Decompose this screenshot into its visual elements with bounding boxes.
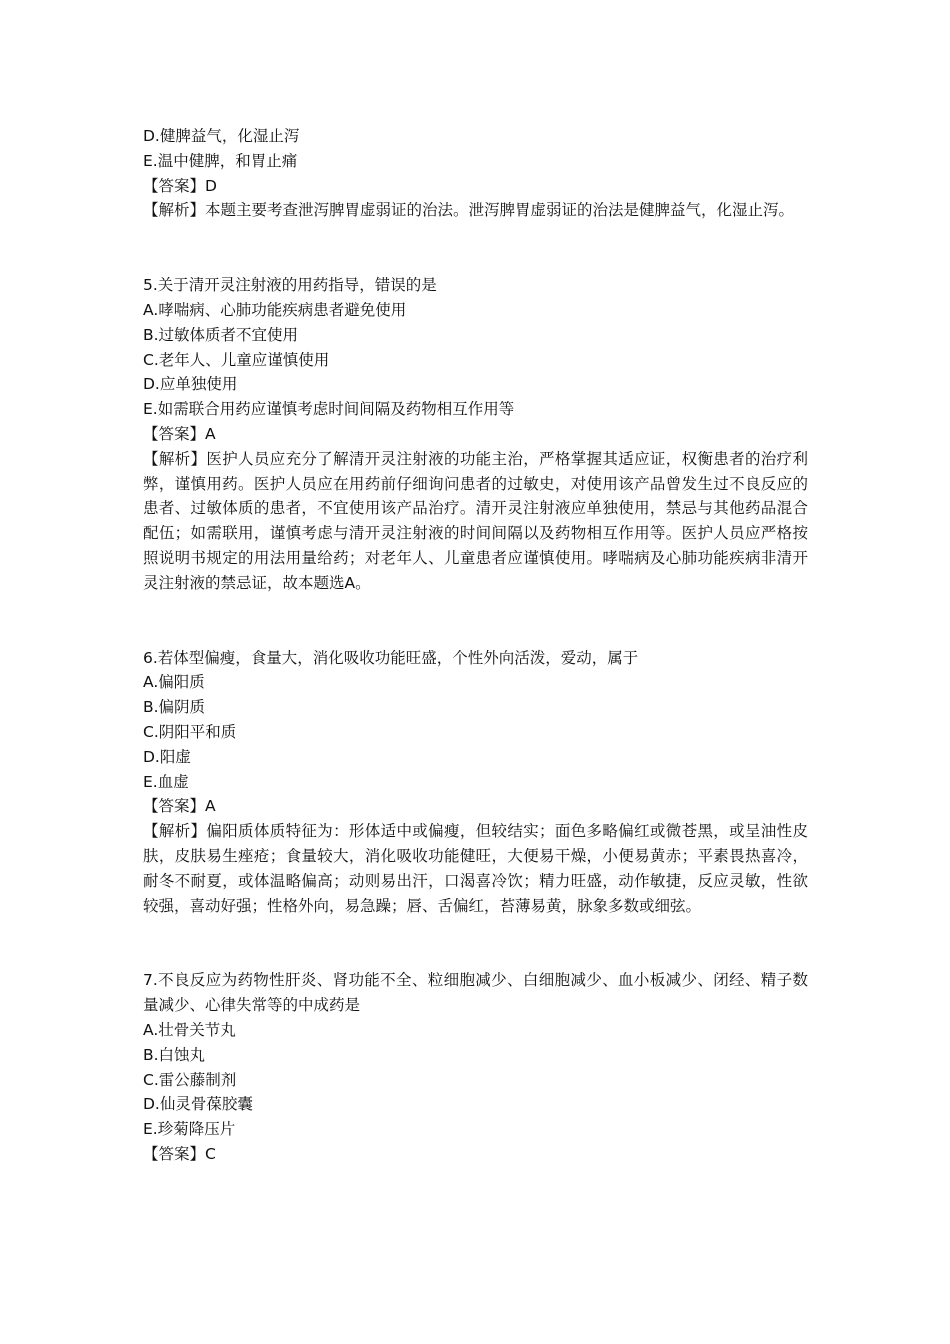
question-5 — [143, 273, 808, 595]
option-d: D.仙灵骨葆胶囊 — [143, 1095, 253, 1114]
option-b: B.偏阴质 — [143, 698, 206, 717]
option-d: D.阳虚 — [143, 747, 191, 766]
question-6 — [143, 646, 808, 919]
question-7 — [143, 968, 808, 1166]
answer: 【答案】A — [143, 424, 216, 443]
option-a: A.哮喘病、心肺功能疾病患者避免使用 — [143, 300, 407, 319]
option-e: E.珍菊降压片 — [143, 1120, 236, 1139]
question-stem: 5.关于清开灵注射液的用药指导，错误的是 — [143, 276, 437, 295]
option-c: C.雷公藤制剂 — [143, 1070, 237, 1089]
answer: 【答案】A — [143, 797, 216, 816]
option-c: C.老年人、儿童应谨慎使用 — [143, 350, 330, 369]
option-b: B.过敏体质者不宜使用 — [143, 325, 299, 344]
option-a: A.偏阳质 — [143, 673, 205, 692]
analysis: 【解析】本题主要考查泄泻脾胃虚弱证的治法。泄泻脾胃虚弱证的治法是健脾益气，化湿止泻。 — [143, 201, 795, 220]
document-page — [143, 124, 808, 1167]
analysis: 【解析】医护人员应充分了解清开灵注射液的功能主治，严格掌握其适应证，权衡患者的治疗利弊，谨慎用药。医护人员应在用药前仔细询问患者的过敏史，对使用该产品曾发生过不良反应的患者、过敏体质的患者，不宜使用该产品治疗。清开灵注射液应单独使用，禁忌与其他药品混合配伍；如需联用，谨慎考虑与清开灵注射液的时间间隔以及药物相互作用等。医护人员应严格按照说明书规定的用法用量给药；对老年人、儿童患者应谨慎使用。哮喘病及心肺功能疾病非清开灵注射液的禁忌证，故本题选A。 — [143, 449, 808, 592]
answer: 【答案】D — [143, 176, 217, 195]
question-stem: 7.不良反应为药物性肝炎、肾功能不全、粒细胞减少、白细胞减少、血小板减少、闭经、精子数量减少、心律失常等的中成药是 — [143, 971, 808, 1015]
analysis: 【解析】偏阳质体质特征为：形体适中或偏瘦，但较结实；面色多略偏红或微苍黑，或呈油性皮肤，皮肤易生痤疮；食量较大，消化吸收功能健旺，大便易干燥，小便易黄赤；平素畏热喜冷，耐冬不耐夏，或体温略偏高；动则易出汗，口渴喜冷饮；精力旺盛，动作敏捷，反应灵敏，性欲较强，喜动好强；性格外向，易急躁；唇、舌偏红，苔薄易黄，脉象多数或细弦。 — [143, 822, 808, 915]
option-e: E.温中健脾，和胃止痛 — [143, 151, 298, 170]
question-stem: 6.若体型偏瘦，食量大，消化吸收功能旺盛，个性外向活泼，爱动，属于 — [143, 648, 639, 667]
option-d: D.应单独使用 — [143, 375, 238, 394]
option-a: A.壮骨关节丸 — [143, 1020, 236, 1039]
answer: 【答案】C — [143, 1144, 216, 1163]
option-d: D.健脾益气，化湿止泻 — [143, 127, 300, 145]
option-c: C.阴阳平和质 — [143, 722, 237, 741]
option-e: E.如需联合用药应谨慎考虑时间间隔及药物相互作用等 — [143, 400, 515, 419]
option-b: B.白蚀丸 — [143, 1045, 206, 1064]
option-e: E.血虚 — [143, 772, 189, 791]
